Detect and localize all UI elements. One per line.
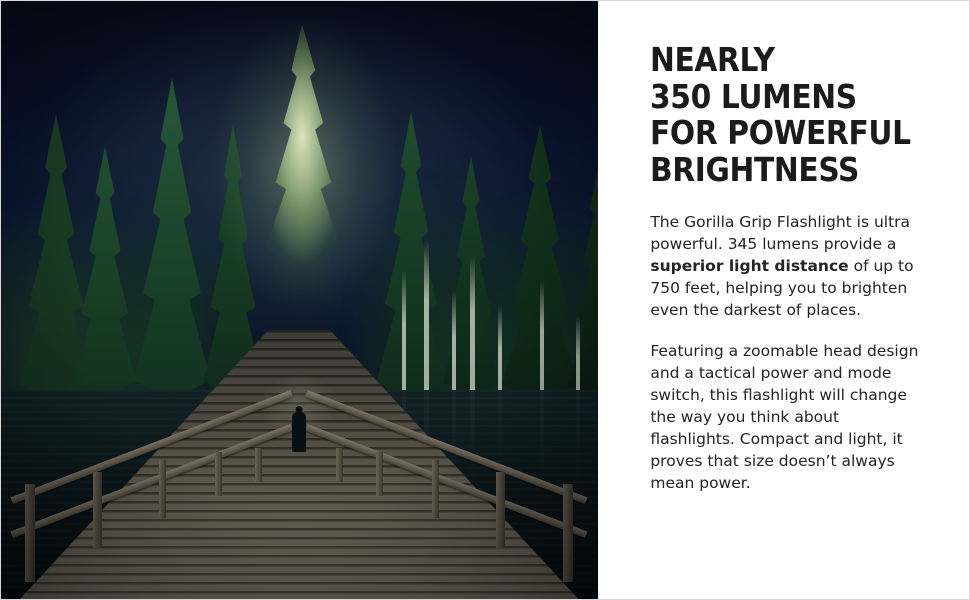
copy-panel bbox=[598, 0, 970, 600]
paragraph-1-part-2: of up to 750 feet, helping you to brighten even the darkest of places. bbox=[650, 256, 914, 319]
bridge-railing-left bbox=[19, 340, 299, 600]
bridge-railing-right bbox=[299, 340, 579, 600]
description-paragraph-2: Featuring a zoomable head design and a tactical power and mode switch, this flashlight will change the way you think about flashlights. Compact and light, it proves that size doesn’t always mean power. bbox=[650, 341, 919, 492]
paragraph-1-part-1: The Gorilla Grip Flashlight is ultra powerful. 345 lumens provide a bbox=[650, 212, 911, 253]
headline-line-4: BRIGHTNESS bbox=[650, 149, 860, 189]
headline-line-3: FOR POWERFUL bbox=[650, 113, 912, 153]
headline-line-1: NEARLY bbox=[650, 40, 775, 79]
headline bbox=[650, 42, 911, 189]
description-paragraph-1 bbox=[650, 211, 920, 321]
person-body bbox=[292, 412, 306, 452]
person-silhouette bbox=[291, 406, 307, 452]
paragraph-1-emphasis: superior light distance bbox=[650, 256, 849, 275]
headline-line-2: 350 LUMENS bbox=[650, 76, 858, 116]
